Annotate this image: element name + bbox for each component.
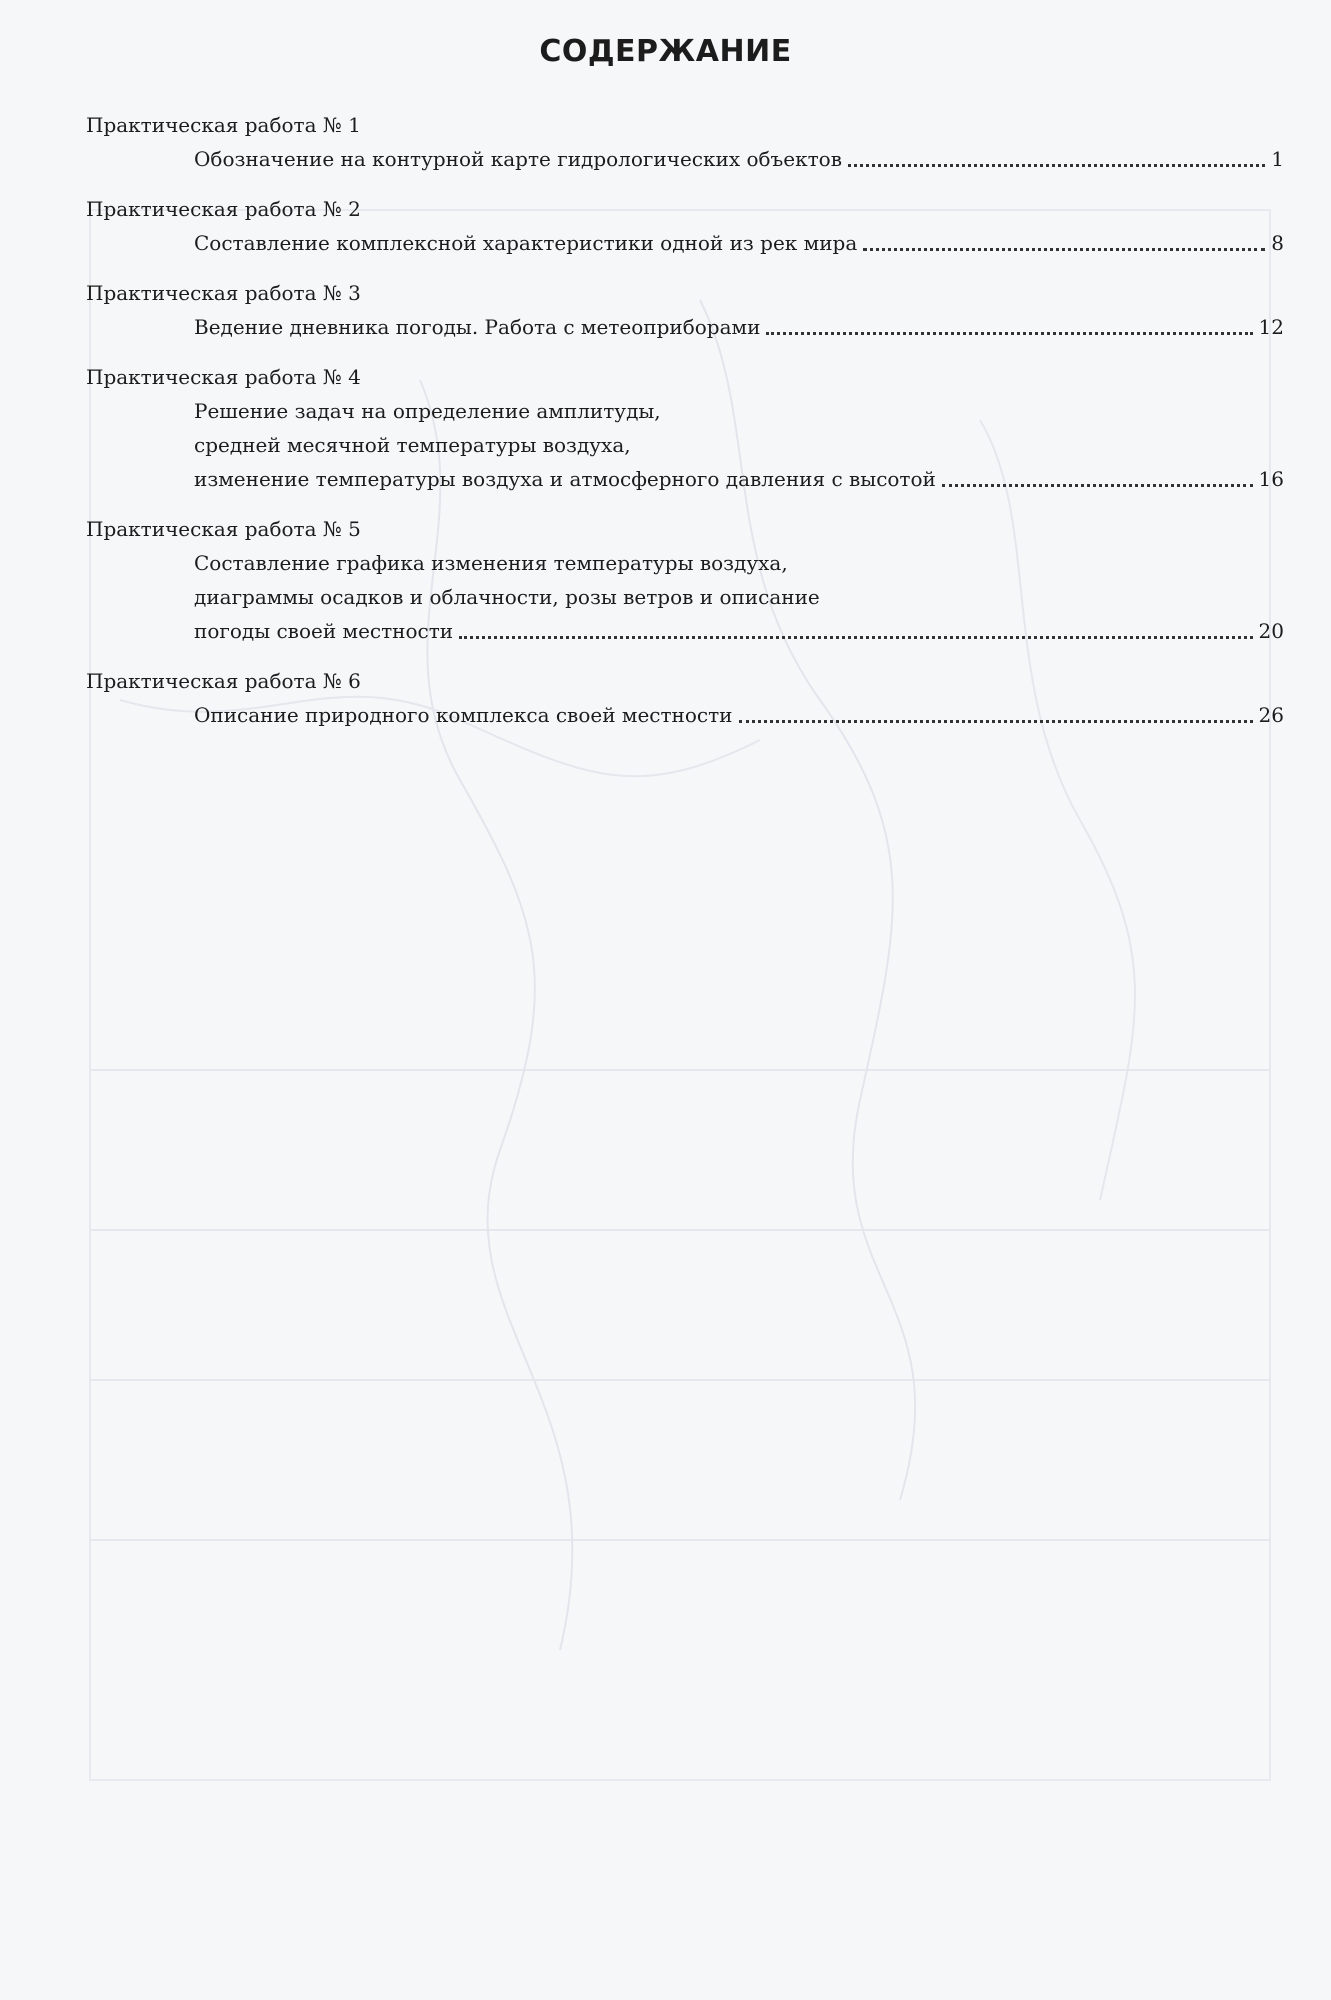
dot-leader [766,332,1252,335]
toc-entry-title: Практическая работа № 3 [86,281,361,305]
toc-entry [86,512,1284,648]
dot-leader [942,484,1253,487]
toc-entry-text: изменение температуры воздуха и атмосферного давления с высотой [194,467,936,491]
toc-entry-title: Практическая работа № 1 [86,113,361,137]
toc-page-number: 1 [1271,147,1284,171]
page-title: СОДЕРЖАНИЕ [539,34,792,69]
toc-entry-title: Практическая работа № 4 [86,365,361,389]
toc-entry [86,108,1284,176]
toc-entry-last-line [194,462,1284,496]
toc-entry-line: Составление графика изменения температуры воздуха, [194,551,788,575]
table-of-contents [86,108,1284,748]
toc-entry [86,664,1284,732]
toc-entry [86,276,1284,344]
toc-entry-line: средней месячной температуры воздуха, [194,433,631,457]
toc-entry-title: Практическая работа № 2 [86,197,361,221]
toc-entry-last-line [194,142,1284,176]
toc-entry [86,360,1284,496]
toc-entry-description [194,226,1284,260]
dot-leader [739,720,1253,723]
toc-entry-last-line [194,310,1284,344]
toc-page-number: 20 [1258,619,1284,643]
toc-entry-line: диаграммы осадков и облачности, розы ветров и описание [194,585,820,609]
toc-page-number: 26 [1258,703,1284,727]
dot-leader [848,164,1265,167]
toc-entry-text: погоды своей местности [194,619,454,643]
toc-entry-title: Практическая работа № 5 [86,517,361,541]
toc-entry-text: Составление комплексной характеристики одной из рек мира [194,231,858,255]
toc-entry-last-line [194,226,1284,260]
toc-entry [86,192,1284,260]
toc-page-number: 8 [1271,231,1284,255]
toc-entry-description [194,546,1284,648]
toc-entry-text: Ведение дневника погоды. Работа с метеоприборами [194,315,761,339]
toc-entry-title: Практическая работа № 6 [86,669,361,693]
toc-entry-description [194,142,1284,176]
toc-entry-line: Решение задач на определение амплитуды, [194,399,661,423]
toc-entry-text: Обозначение на контурной карте гидрологических объектов [194,147,842,171]
dot-leader [863,248,1265,251]
toc-entry-description [194,698,1284,732]
toc-page-number: 12 [1258,315,1284,339]
toc-entry-text: Описание природного комплекса своей местности [194,703,733,727]
toc-entry-last-line [194,698,1284,732]
toc-entry-last-line [194,614,1284,648]
dot-leader [459,636,1252,639]
toc-entry-description [194,310,1284,344]
toc-entry-description [194,394,1284,496]
toc-page-number: 16 [1258,467,1284,491]
